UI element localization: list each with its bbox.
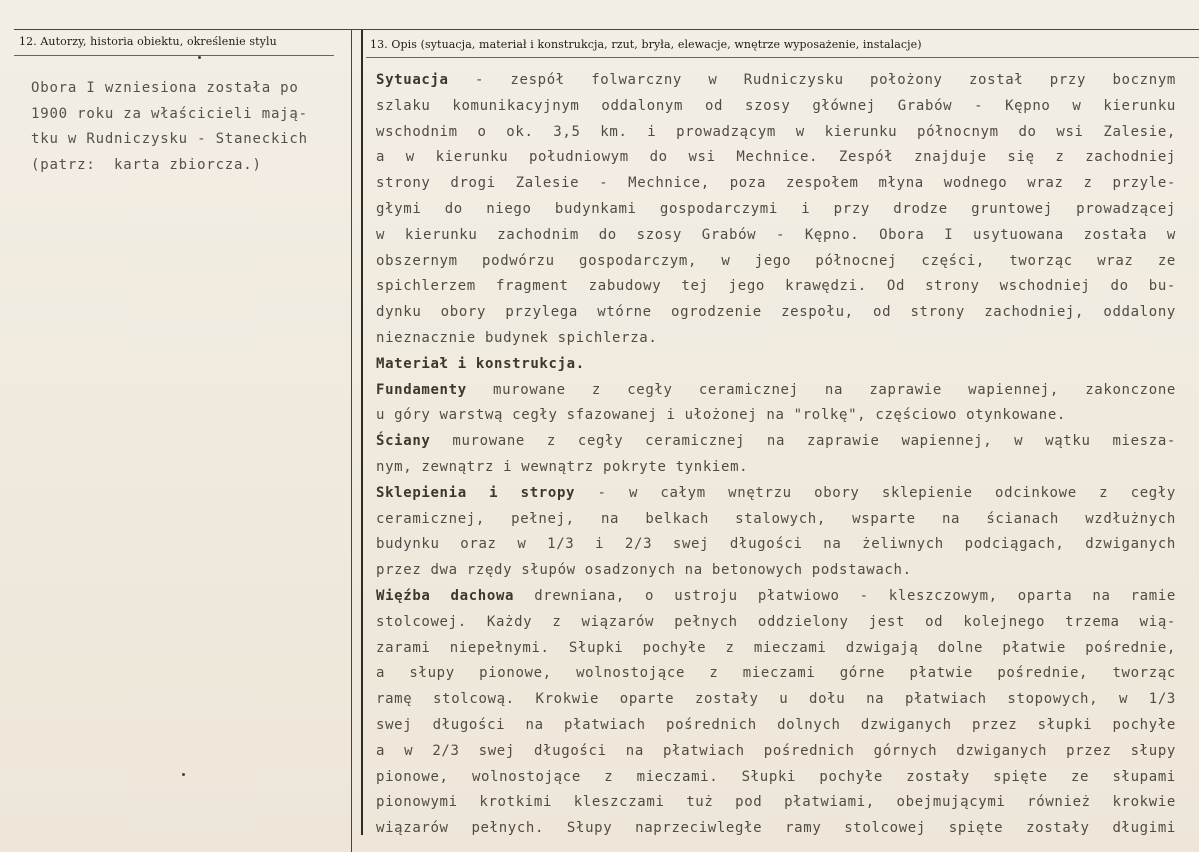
text-line: [376, 145, 1176, 171]
text-line: [376, 507, 1176, 533]
line-text: ceramicznej, pełnej, na belkach stalowych, wsparte na ścianach wzdłużnych: [376, 510, 1176, 527]
text-line: [376, 326, 1176, 352]
line-text: zarami niepełnymi. Słupki pochyłe z mieczami dzwigają dolne płatwie pośrednie,: [376, 639, 1176, 656]
text-line: [376, 249, 1176, 275]
line-text: a w kierunku południowym do wsi Mechnice. Zespół znajduje się z zachodniej: [376, 149, 1176, 166]
bold-heading: Fundamenty: [376, 381, 467, 398]
header-rule-left: [14, 55, 334, 56]
line-text: u góry warstwą cegły sfazowanej i ułożonej na "rolkę", częściowo otynkowane.: [376, 407, 1066, 424]
column-divider-right: [361, 30, 363, 835]
text-line: [376, 636, 1176, 662]
column-divider-left: [351, 30, 352, 852]
text-line: [376, 713, 1176, 739]
text-line: [376, 94, 1176, 120]
line-text: przez dwa rzędy słupów osadzonych na betonowych podstawach.: [376, 562, 912, 579]
text-line: [376, 223, 1176, 249]
line-text: murowane z cegły ceramicznej na zaprawie wapiennej, zakonczone: [466, 381, 1176, 398]
line-text: pionowe, wolnostojące z mieczami. Słupki pochyłe zostały spięte ze słupami: [376, 768, 1176, 785]
line-text: a w 2/3 swej długości na płatwiach pośrednich górnych dzwiganych przez słupy: [376, 742, 1176, 759]
text-line: [376, 171, 1176, 197]
text-line: [376, 584, 1176, 610]
line-text: nym, zewnątrz i wewnątrz pokryte tynkiem.: [376, 458, 749, 475]
line-text: drewniana, o ustroju płatwiowo - kleszczowym, oparta na ramie: [514, 587, 1176, 604]
text-line: [376, 300, 1176, 326]
text-line: [376, 687, 1176, 713]
section-13-text: [376, 68, 1176, 842]
header-rule-right: [366, 57, 1199, 58]
text-line: [376, 481, 1176, 507]
text-line: [376, 455, 1176, 481]
text-line: [376, 558, 1176, 584]
bold-heading: Sytuacja: [376, 72, 449, 88]
line-text: a słupy pionowe, wolnostojące z mieczami górne płatwie pośrednie, tworząc: [376, 665, 1176, 682]
line-text: obszernym podwórzu gospodarczym, w jego północnej części, tworząc wraz ze: [376, 252, 1176, 269]
text-line: [376, 68, 1176, 94]
line-text: w kierunku zachodnim do szosy Grabów - Kępno. Obora I usytuowana została w: [376, 226, 1176, 243]
line-text: - w całym wnętrzu obory sklepienie odcinkowe z cegły: [575, 484, 1176, 501]
line-text: wiązarów pełnych. Słupy naprzeciwległe ramy stolcowej spięte zostały długimi: [376, 820, 1176, 837]
line-text: dynku obory przylega wtórne ogrodzenie zespołu, od strony zachodniej, oddalony: [376, 304, 1176, 321]
line-text: spichlerzem fragment zabudowy tej jego krawędzi. Od strony wschodniej do bu-: [376, 278, 1176, 295]
bold-heading: Sklepienia i stropy: [376, 484, 576, 501]
line-text: strony drogi Zalesie - Mechnice, poza zespołem młyna wodnego wraz z przyle-: [376, 175, 1176, 192]
text-line: [376, 739, 1176, 765]
text-line: [376, 274, 1176, 300]
line-text: swej długości na płatwiach pośrednich dolnych dzwiganych przez słupki pochyłe: [376, 716, 1176, 733]
section-13-header: 13. Opis (sytuacja, materiał i konstrukcja, rzut, bryła, elewacje, wnętrze wyposażenie, instalacje): [370, 38, 922, 51]
bold-heading: Ściany: [376, 433, 431, 450]
text-line: [376, 790, 1176, 816]
text-line: [376, 765, 1176, 791]
section-12-text: Obora I wzniesiona została po 1900 roku za właścicieli mają- tku w Rudniczysku - Staneckich (patrz: karta zbiorcza.): [31, 80, 308, 173]
line-text: głymi do niego budynkami gospodarczymi i przy drodze gruntowej prowadzącej: [376, 200, 1176, 217]
ink-mark: [198, 56, 201, 59]
text-line: [376, 403, 1176, 429]
line-text: pionowymi krotkimi kleszczami tuż pod płatwiami, obejmującymi również krokwie: [376, 794, 1176, 811]
line-text: - zespół folwarczny w Rudniczysku położony został przy bocznym: [448, 72, 1176, 88]
line-text: nieznacznie budynek spichlerza.: [376, 329, 658, 346]
text-line: [376, 661, 1176, 687]
top-rule: [14, 29, 1199, 30]
text-line: [376, 429, 1176, 455]
line-text: budynku oraz w 1/3 i 2/3 swej długości na żeliwnych podciągach, dzwiganych: [376, 536, 1176, 553]
line-text: wschodnim o ok. 3,5 km. i prowadzącym w kierunku północnym do wsi Zalesie,: [376, 123, 1176, 140]
line-text: stolcowej. Każdy z wiązarów pełnych oddzielony jest od kolejnego trzema wią-: [376, 613, 1176, 630]
bold-heading: Materiał i konstrukcja.: [376, 355, 585, 372]
line-text: szlaku komunikacyjnym oddalonym od szosy głównej Grabów - Kępno w kierunku: [376, 97, 1176, 114]
text-line: [376, 532, 1176, 558]
text-line: [376, 352, 1176, 378]
text-line: [376, 197, 1176, 223]
text-line: [376, 816, 1176, 842]
bold-heading: Więźba dachowa: [376, 587, 515, 604]
text-line: [376, 610, 1176, 636]
ink-mark: [182, 773, 185, 776]
line-text: ramę stolcową. Krokwie oparte zostały u dołu na płatwiach stopowych, w 1/3: [376, 691, 1176, 708]
section-12-header: 12. Autorzy, historia obiektu, określenie stylu: [19, 35, 277, 48]
line-text: murowane z cegły ceramicznej na zaprawie wapiennej, w wątku miesza-: [430, 433, 1176, 450]
text-line: [376, 378, 1176, 404]
text-line: [376, 120, 1176, 146]
